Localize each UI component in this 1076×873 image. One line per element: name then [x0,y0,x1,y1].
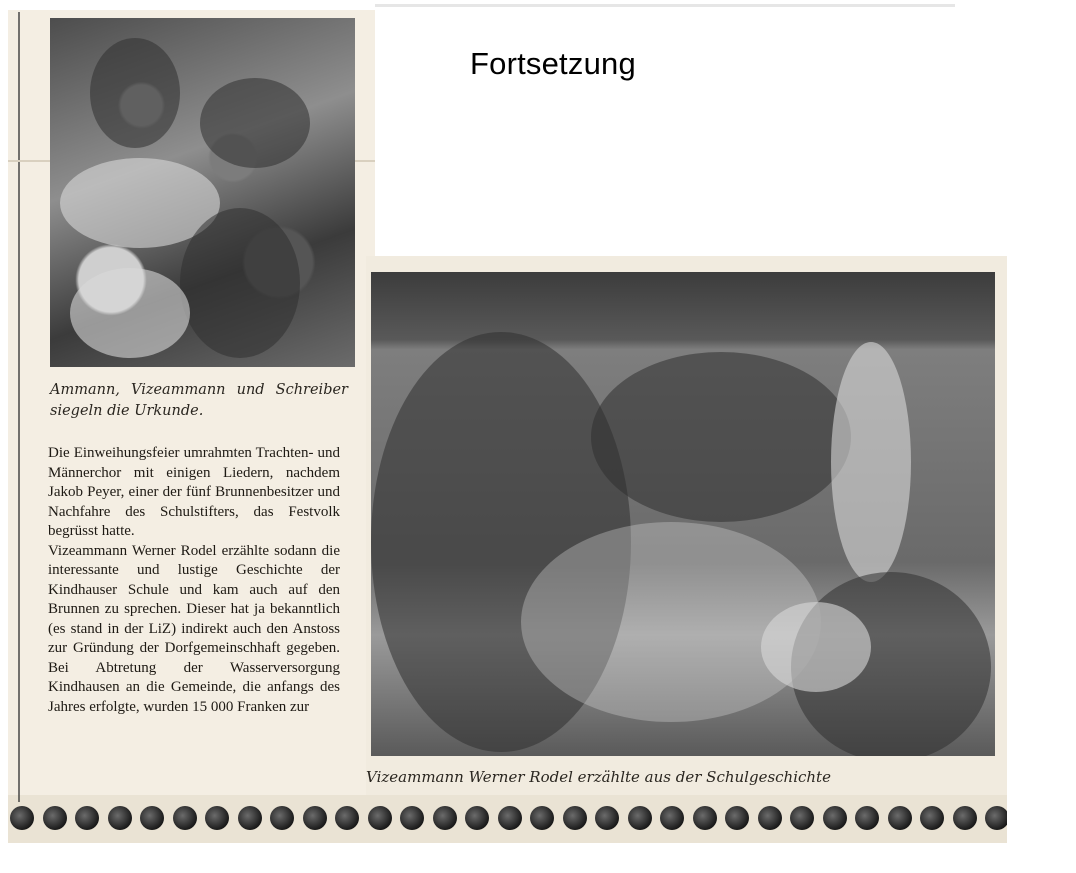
photo-caption-left: Ammann, Vizeammann und Schreiber siegeln die Urkunde. [50,382,348,419]
photo-caption-right: Vizeammann Werner Rodel erzählte aus der Schulgeschichte [366,768,831,786]
article-paragraph-2: Vizeammann Werner Rodel erzählte sodann die interessante und lustige Geschichte der Kindhauser Schule und kam auch auf den Brunnen zu sprechen. Dieser hat ja bekanntlich (es stand in der LiZ) indirekt auch den Anstoss zur Gründung der Dorfgemeinschhaft gegeben. Bei Abtretung der Wasserversorgung Kindhausen an die Gemeinde, die anfangs des Jahres erfolgte, wurden 15 000 Franken zur [48,542,340,715]
article-text [48,444,340,717]
scan-edge-line [375,4,955,7]
photo-sealing-document [50,18,355,367]
article-paragraph-1: Die Einweihungsfeier umrahmten Trachten- und Männerchor mit einigen Liedern, nachdem Jakob Peyer, einer der fünf Brunnenbesitzer und Nachfahre des Schulstifters, das Festvolk begrüsst hatte. [48,445,340,539]
page-heading: Fortsetzung [470,46,636,81]
column-rule [18,12,20,802]
decorative-dot-border [10,806,1007,832]
photo-crowd-gathering [371,272,995,756]
